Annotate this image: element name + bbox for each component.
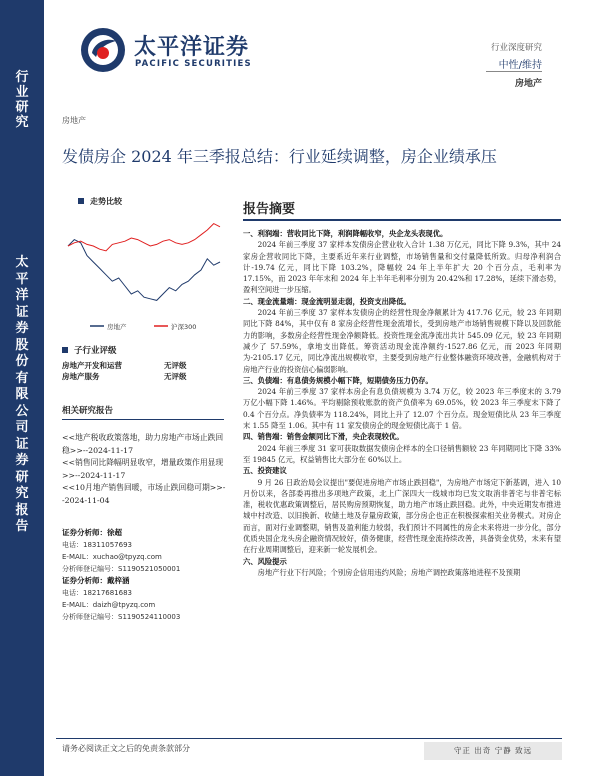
industry-rating: 中性/维持 <box>498 60 542 71</box>
rating-value: 无评级 <box>164 361 187 370</box>
summary-section-body: 2024 年前三季度 37 家样本发债房企的经营性现金净额累计为 417.76 亿元，较 23 年同期同比下降 84%，其中仅有 8 家房企经营性现金流增长，受到房地产市场销售规模下降以及回款能力的影响，多数房企经营性现金净额降低。投资性现金流净流出共计 545.09 亿元，较 23 年同期减少了 57.59%，拿地支出降低。筹资活动现金流净额约-1527.86 亿元，而 2023 年同期为-2105.17 亿元，同比净流出规模收窄，主要受到房地产行业整体融资环境改善，金融机构对于房地产行业的投资信心偏弱影响。 <box>243 308 561 374</box>
rating-sector: 房地产服务 <box>62 372 100 381</box>
side-band-top-label: 行业研究 <box>15 70 29 130</box>
rating-row <box>62 371 224 382</box>
footer-divider <box>56 738 562 739</box>
series-line-2 <box>68 224 220 251</box>
report-type: 行业深度研究 <box>490 43 542 53</box>
summary-title: 报告摘要 <box>243 202 296 217</box>
logo-text-en: PACIFIC SECURITIES <box>135 59 252 69</box>
summary-section-body: 2024 年前三季度 31 家可获取数据发债房企样本的全口径销售额较 23 年同期同比下降 33%至 19845 亿元，权益销售比大部分在 60%以上。 <box>243 443 561 464</box>
summary-divider <box>243 219 561 221</box>
rating-section-header <box>62 344 117 356</box>
header-divider <box>486 71 542 72</box>
analyst-info <box>62 527 232 623</box>
summary-section-body: 房地产行业下行风险；个别房企信用违约风险；房地产调控政策落地进程不及预期 <box>257 567 521 577</box>
summary-section-head: 六、风险提示 <box>243 556 287 566</box>
footer-disclaimer: 请务必阅读正文之后的免责条款部分 <box>62 744 190 753</box>
page-title: 发债房企 2024 年三季报总结：行业延续调整，房企业绩承压 <box>62 147 497 166</box>
chart-bullet-icon <box>78 198 84 204</box>
rating-value: 无评级 <box>164 372 187 381</box>
analyst-email[interactable]: E-MAIL：xuchao@tpyzq.com <box>62 553 162 561</box>
analyst-cert: 分析师登记编号：S1190524110003 <box>62 613 181 621</box>
summary-section-head: 一、利润端：营收同比下降，利润降幅收窄，央企龙头表现优。 <box>243 229 448 238</box>
legend-label: 房地产 <box>107 323 127 331</box>
related-reports-list <box>62 432 227 507</box>
rating-row <box>62 360 224 371</box>
footer-motto: 守正 出奇 宁静 致远 <box>424 742 562 760</box>
summary-section-head: 二、现金流量端：现金流明显走弱，投资支出降低。 <box>243 296 411 306</box>
analyst-cert: 分析师登记编号：S1190521050001 <box>62 565 181 573</box>
summary-section-head: 四、销售端：销售金额同比下滑，央企表现较优。 <box>243 432 404 442</box>
industry-label: 房地产 <box>62 116 86 125</box>
logo-text-cn: 太平洋证券 <box>134 35 250 60</box>
rating-bullet-icon <box>62 347 68 353</box>
rating-header-text: 子行业评级 <box>74 346 117 356</box>
summary-section-head: 三、负债端：有息债务规模小幅下降，短期债务压力仍存。 <box>243 375 433 385</box>
chart-title-text: 走势比较 <box>90 197 122 206</box>
logo-red-dot-icon <box>97 47 109 59</box>
related-report-link[interactable]: <<地产税收政策落地，助力房地产市场止跌回稳>>--2024-11-17 <box>62 433 224 455</box>
summary-section-body: 2024 年前三季度 37 家样本发债房企营业收入合计 1.38 万亿元，同比下降 9.3%，其中 24 家房企营收同比下降，主要系近年来行业调整，市场销售量和交付量降低所致。归母净利润合计-19.74 亿元，同比下降 103.2%，降幅较 24 年上半年扩大 20 个百分点，毛利率为 17.15%，而 2023 年年末和 2024 年上半年毛利率分别为 20.42%和 17.28%，延续下滑态势，盈利空间进一步压缩。 <box>243 240 561 295</box>
analyst-phone: 电话：18217681683 <box>62 589 132 597</box>
analyst-phone: 电话：18311057693 <box>62 541 132 549</box>
summary-section-head: 五、投资建议 <box>243 466 287 476</box>
legend-label: 沪深300 <box>171 323 197 331</box>
rating-table <box>62 360 224 382</box>
series-line-1 <box>68 240 220 301</box>
summary-body <box>243 228 561 578</box>
trend-chart <box>62 208 224 336</box>
related-report-link[interactable]: <<10月地产销售回暖，市场止跌回稳可期>>--2024-11-04 <box>62 483 226 505</box>
analyst-email[interactable]: E-MAIL：daizh@tpyzq.com <box>62 601 156 609</box>
chart-title <box>78 196 122 207</box>
rating-sector: 房地产开发和运营 <box>62 361 122 370</box>
related-reports-header: 相关研究报告 <box>62 406 114 416</box>
header-industry: 房地产 <box>514 79 542 89</box>
summary-section-body: 2024 年前三季度 37 家样本房企有息负债规模为 3.74 万亿，较 2023 年三季度末的 3.79 万亿小幅下降 1.46%。平均剔除预收账款的资产负债率为 69.05%，较 2023 年三季度末下降了 0.4 个百分点。净负债率为 118.24%，同比上升了 12.07 个百分点。现金短债比从 23 年三季度末 1.55 降至 1.06。其中有 11 家发债房企的现金短债比高于 1 倍。 <box>243 387 561 431</box>
side-band-bottom-label: 太平洋证券股份有限公司证券研究报告 <box>15 255 29 534</box>
related-report-link[interactable]: <<销售同比降幅明显收窄，增量政策作用显现>>--2024-11-17 <box>62 458 224 480</box>
related-divider <box>62 419 224 420</box>
analyst-name: 证券分析师：戴梓涵 <box>62 576 130 585</box>
analyst-name: 证券分析师：徐超 <box>62 528 122 537</box>
summary-section-body: 9 月 26 日政治局会议提出"要促进房地产市场止跌回稳"，为房地产市场定下新基调，进入 10 月份以来，各部委再推出多项地产政策，北上广深四大一线城市均已发文取消非普宅与非普宅标准，税收优惠政策调整后，居民购房预期恢复，助力地产市场止跌回稳。此外，中央近期发布推进城中村改造、以旧换新、收储土地及存量房政策，部分房企也正在积极探索相关业务模式。对房企而言，面对行业调整期，销售及盈利能力较弱，我们预计不同属性的房企未来将进一步分化，部分优质央国企龙头房企融资情况较好，债务健康，经营性现金流持续改善，具备资金优势，未来有望在行业周期调整后，迎来新一轮发展机会。 <box>243 477 561 555</box>
